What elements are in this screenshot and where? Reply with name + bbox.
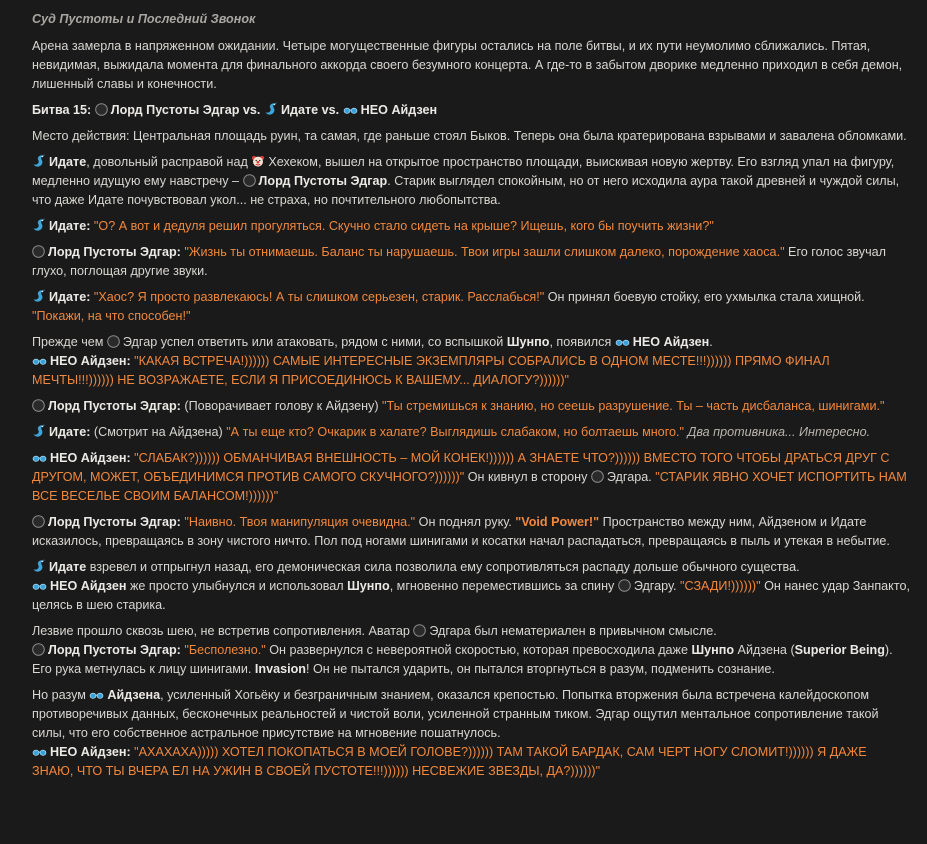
dragon-icon	[264, 102, 278, 116]
bold-text: Лорд Пустоты Эдгар:	[48, 399, 185, 413]
black-circle-icon	[32, 399, 45, 412]
black-circle-icon	[95, 103, 108, 116]
black-circle-icon	[32, 643, 45, 656]
story-paragraph	[32, 423, 911, 442]
quote-text: "Хаос? Я просто развлекаюсь! А ты слишком серьезен, старик. Расслабься!"	[93, 290, 545, 304]
bold-text: Битва 15:	[32, 103, 95, 117]
quote-text: "СТАРИК ЯВНО ХОЧЕТ ИСПОРТИТЬ НАМ ВСЕ ВЕСЕЛЬЕ СВОИМ БАЛАНСОМ!))))))"	[32, 470, 907, 503]
glasses-icon	[32, 580, 47, 592]
bold-text: Лорд Пустоты Эдгар	[258, 174, 388, 188]
italic-text: Два противника... Интересно.	[687, 425, 871, 439]
bold-text: Айдзена	[107, 688, 161, 702]
text-run: (Смотрит на Айдзена)	[93, 425, 227, 439]
bold-text: Идате	[49, 560, 87, 574]
bold-text: НЕО Айдзен	[632, 335, 710, 349]
text-run: Он поднял руку.	[415, 515, 516, 529]
text-run: Он кивнул в сторону	[464, 470, 591, 484]
black-circle-icon	[591, 470, 604, 483]
glasses-icon	[32, 355, 47, 367]
text-run: (Поворачивает голову к Айдзену)	[184, 399, 383, 413]
text-run: Эдгара был нематериален в привычном смысле.	[429, 624, 717, 638]
bold-text: Идате:	[49, 290, 94, 304]
dragon-icon	[32, 559, 46, 573]
glasses-icon	[89, 689, 104, 701]
quote-text: "Жизнь ты отнимаешь. Баланс ты нарушаешь. Твои игры зашли слишком далеко, порождение хаоса."	[184, 245, 785, 259]
text-run: ! Он не пытался ударить, он пытался вторгнуться в разум, подменить сознание.	[306, 662, 775, 676]
text-run: Прежде чем	[32, 335, 107, 349]
black-circle-icon	[32, 245, 45, 258]
glasses-icon	[32, 746, 47, 758]
quote-bold-text: "Void Power!"	[515, 515, 600, 529]
text-run: , мгновенно переместившись за спину	[389, 579, 618, 593]
story-paragraph	[32, 513, 911, 551]
quote-text: "АХАХАХА))))) ХОТЕЛ ПОКОПАТЬСЯ В МОЕЙ ГОЛОВЕ?)))))) ТАМ ТАКОЙ БАРДАК, САМ ЧЕРТ НОГУ СЛОМИТ!)))))) Я ДАЖЕ ЗНАЮ, ЧТО ТЫ ВЧЕРА ЕЛ НА УЖИН В СВОЕЙ ПУСТОТЕ!!!)))))) НЕСВЕЖИЕ ЗВЕЗДЫ, ДА?))))))"	[32, 745, 867, 778]
text-run: , довольный расправой над	[86, 155, 252, 169]
text-run: взревел и отпрыгнул назад, его демоническая сила позволила ему сопротивляться распаду дольше обычного существа.	[86, 560, 800, 574]
text-run: Его голос звучал глухо, поглощая другие звуки.	[32, 245, 886, 278]
text-run: ). Его рука метнулась к лицу шинигами.	[32, 643, 893, 676]
text-run: Место действия: Центральная площадь руин, та самая, где раньше стоял Быков. Теперь она была кратерирована взрывами и завалена обломками.	[32, 129, 907, 143]
story-paragraph	[32, 397, 911, 416]
bold-text: Шунпо	[347, 579, 390, 593]
text-run: .	[709, 335, 713, 349]
text-run: Он развернулся с невероятной скоростью, которая превосходила даже	[265, 643, 692, 657]
dragon-icon	[32, 424, 46, 438]
quote-text: "А ты еще кто? Очкарик в халате? Выглядишь слабаком, но болтаешь много."	[226, 425, 684, 439]
bold-text: Идате vs.	[280, 103, 343, 117]
story-paragraph	[32, 449, 911, 506]
text-run: Он принял боевую стойку, его ухмылка стала хищной.	[544, 290, 865, 304]
dragon-icon	[32, 218, 46, 232]
bold-text: НЕО Айдзен:	[50, 451, 135, 465]
story-paragraph	[32, 686, 911, 781]
story-paragraph	[32, 217, 911, 236]
story-paragraph	[32, 622, 911, 679]
story-title: Суд Пустоты и Последний Звонок	[32, 12, 256, 26]
quote-text: "О? А вот и дедуля решил прогуляться. Скучно стало сидеть на крыше? Ищешь, кого бы поучить жизни?"	[93, 219, 714, 233]
bold-text: Invasion	[254, 662, 306, 676]
clown-face-icon	[251, 154, 265, 168]
story-paragraph	[32, 333, 911, 390]
bold-text: Шунпо	[691, 643, 735, 657]
text-run: Эдгару.	[633, 579, 681, 593]
bold-text: Superior Being	[794, 643, 885, 657]
black-circle-icon	[107, 335, 120, 348]
text-run: Эдгара.	[606, 470, 656, 484]
story-paragraph	[32, 243, 911, 281]
text-run: Хехеком, вышел на открытое пространство площади, выискивая новую жертву. Его взгляд упал на фигуру, медленно идущую ему навстречу –	[32, 155, 895, 188]
text-run: Арена замерла в напряженном ожидании. Четыре могущественные фигуры остались на поле битвы, и их пути неумолимо сближались. Пятая, невидимая, выжидала момента для финального аккорда своего безумного концерта. А где-то в забытом дворике медленно приходил в себя демон, лишенный славы и конечности.	[32, 39, 903, 91]
quote-text: "Ты стремишься к знанию, но сеешь разрушение. Ты – часть дисбаланса, шинигами."	[382, 399, 885, 413]
black-circle-icon	[32, 515, 45, 528]
black-circle-icon	[618, 579, 631, 592]
text-run: Пространство между ним, Айдзеном и Идате исказилось, превращаясь в зону чистого ничто. Пол под ногами шинигами и косатки начал распадаться, превращаясь в пыль и утекая в небытие.	[32, 515, 890, 548]
quote-text: "Бесполезно."	[184, 643, 266, 657]
text-run: же просто улыбнулся и использовал	[126, 579, 348, 593]
story-paragraph	[32, 288, 911, 326]
text-run: Эдгар успел ответить или атаковать, рядом с ними, со вспышкой	[122, 335, 507, 349]
text-run: Лезвие прошло сквозь шею, не встретив сопротивления. Аватар	[32, 624, 414, 638]
bold-text: Шунпо	[506, 335, 550, 349]
bold-text: Лорд Пустоты Эдгар vs.	[110, 103, 264, 117]
text-run: , появился	[549, 335, 615, 349]
bold-text: НЕО Айдзен:	[50, 745, 135, 759]
bold-text: НЕО Айдзен	[360, 103, 438, 117]
story-body	[32, 37, 911, 781]
quote-text: "КАКАЯ ВСТРЕЧА!)))))) САМЫЕ ИНТЕРЕСНЫЕ ЭКЗЕМПЛЯРЫ СОБРАЛИСЬ В ОДНОМ МЕСТЕ!!!)))))) ПРЯМО ФИНАЛ МЕЧТЫ!!!)))))) НЕ ВОЗРАЖАЕТЕ, ЕСЛИ Я ПРИСОЕДИНЮСЬ К ВАШЕМУ... ДИАЛОГУ?))))))"	[32, 354, 830, 387]
bold-text: Идате:	[49, 425, 94, 439]
text-run: , усиленный Хогьёку и безграничным знанием, оказался крепостью. Попытка вторжения была встречена калейдоскопом противоречивых данных, бесконечных реальностей и чистой воли, усиленной странным тиком. Эдгар ощутил ментальное сопротивление такой силы, что его собственное астральное присутствие на мгновение пошатнулось.	[32, 688, 879, 740]
story-paragraph	[32, 127, 911, 146]
bold-text: Лорд Пустоты Эдгар:	[48, 515, 185, 529]
text-run: Но разум	[32, 688, 90, 702]
glasses-icon	[343, 104, 358, 116]
story-paragraph	[32, 101, 911, 120]
text-run: Он нанес удар Занпакто, целясь в шею старика.	[32, 579, 910, 612]
glasses-icon	[32, 452, 47, 464]
bold-text: НЕО Айдзен	[50, 579, 127, 593]
quote-text: "Покажи, на что способен!"	[32, 309, 191, 323]
bold-text: НЕО Айдзен:	[50, 354, 135, 368]
bold-text: Идате	[49, 155, 87, 169]
dragon-icon	[32, 154, 46, 168]
bold-text: Лорд Пустоты Эдгар:	[48, 643, 185, 657]
bold-text: Лорд Пустоты Эдгар:	[48, 245, 185, 259]
quote-text: "СЗАДИ!))))))"	[680, 579, 761, 593]
dragon-icon	[32, 289, 46, 303]
black-circle-icon	[243, 174, 256, 187]
story-paragraph	[32, 558, 911, 615]
glasses-icon	[615, 336, 630, 348]
text-run: Айдзена (	[734, 643, 795, 657]
story-paragraph	[32, 37, 911, 94]
bold-text: Идате:	[49, 219, 94, 233]
black-circle-icon	[413, 624, 426, 637]
quote-text: "СЛАБАК?)))))) ОБМАНЧИВАЯ ВНЕШНОСТЬ – МОЙ КОНЕК!)))))) А ЗНАЕТЕ ЧТО?)))))) ВМЕСТО ТОГО ЧТОБЫ ДРАТЬСЯ ДРУГ С ДРУГОМ, МОЖЕТ, ОБЪЕДИНИМСЯ ПРОТИВ САМОГО СКУЧНОГО?))))))"	[32, 451, 890, 484]
text-run: . Старик выглядел спокойным, но от него исходила аура такой древней и чуждой силы, что даже Идате почувствовал укол... не страха, но почтительного любопытства.	[32, 174, 900, 207]
quote-text: "Наивно. Твоя манипуляция очевидна."	[184, 515, 416, 529]
story-paragraph	[32, 153, 911, 210]
